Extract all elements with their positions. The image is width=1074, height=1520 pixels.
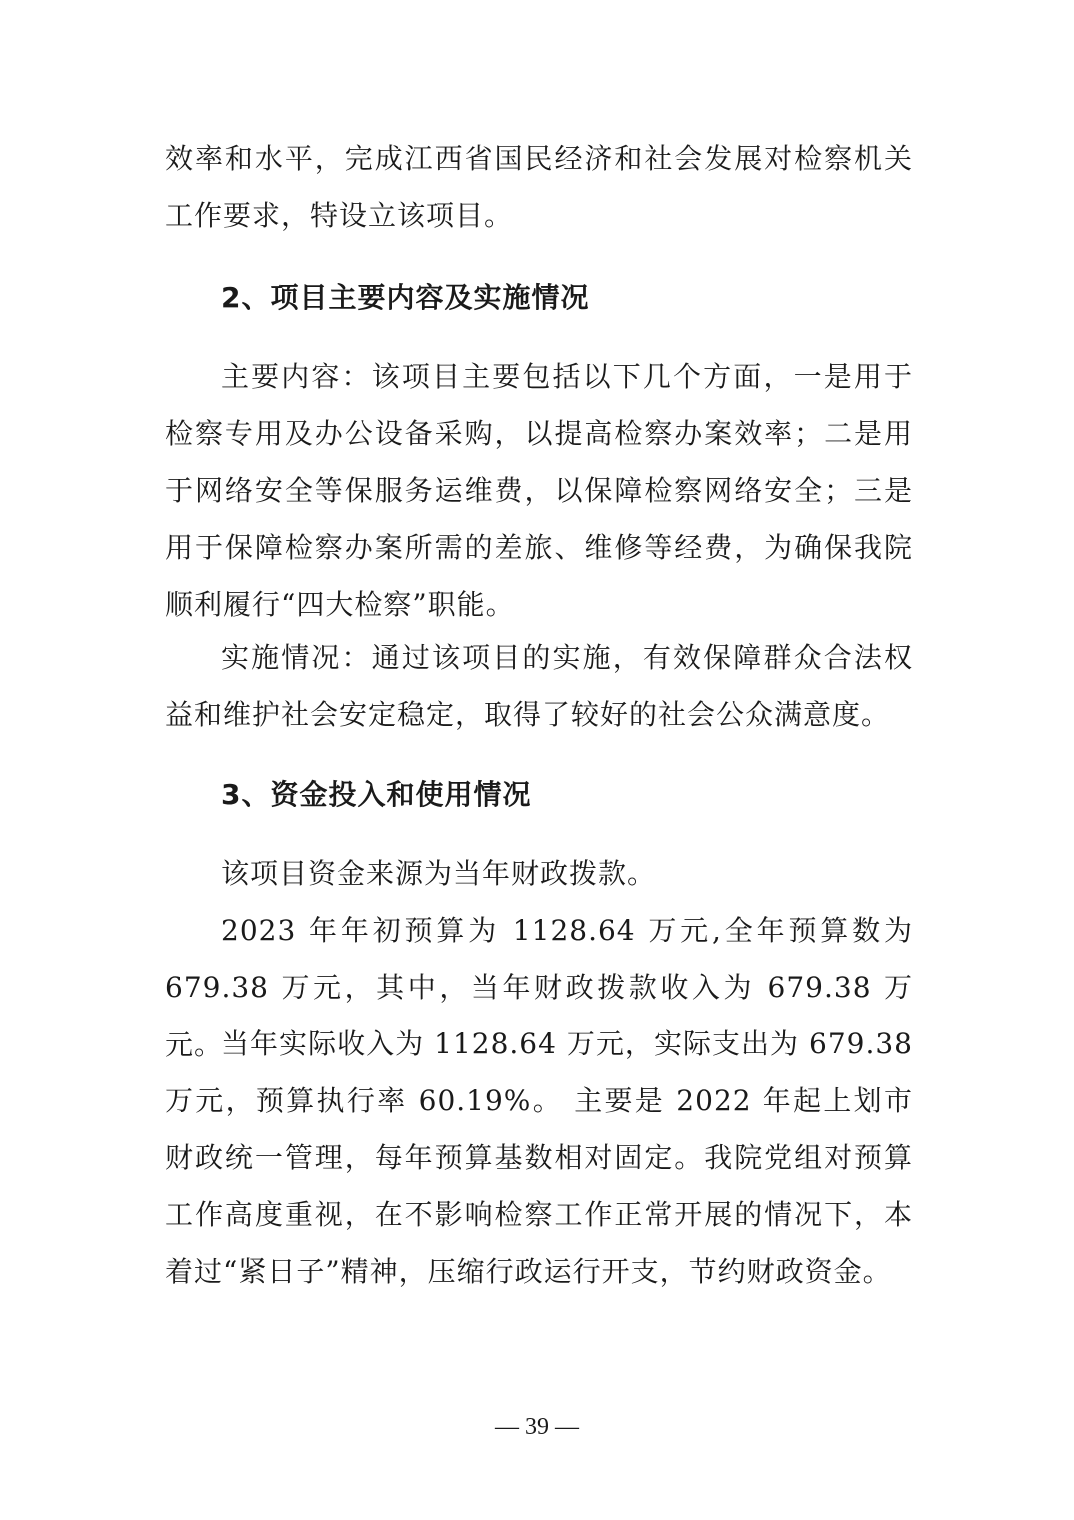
fund-source-paragraph: 该项目资金来源为当年财政拨款。: [221, 857, 657, 890]
section-2-heading: 2、项目主要内容及实施情况: [221, 281, 590, 314]
execution-paragraph: 当年实际收入为 1128.64 万元，实际支出为 679.38 万元，预算执行率 60.19%。 主要是 2022 年起上划市财政统一管理，每年预算基数相对固定。我院党组对预算工作高度重视，在不影响检察工作正常开展的情况下，本着过“紧日子”精神，压缩行政运行开支，节约财政资金。: [165, 1027, 913, 1288]
intro-continuation-paragraph: 效率和水平，完成江西省国民经济和社会发展对检察机关工作要求，特设立该项目。: [165, 142, 913, 232]
implementation-paragraph: 实施情况：通过该项目的实施，有效保障群众合法权益和维护社会安定稳定，取得了较好的社会公众满意度。: [165, 641, 913, 731]
budget-paragraph: 2023 年年初预算为 1128.64 万元,全年预算数为 679.38 万元，其中，当年财政拨款收入为 679.38 万元。: [165, 914, 913, 1061]
page-number: — 39 —: [495, 1414, 579, 1440]
main-content-paragraph: 主要内容：该项目主要包括以下几个方面，一是用于检察专用及办公设备采购，以提高检察办案效率；二是用于网络安全等保服务运维费，以保障检察网络安全；三是用于保障检察办案所需的差旅、维修等经费，为确保我院顺利履行“四大检察”职能。: [165, 360, 913, 621]
section-3-heading: 3、资金投入和使用情况: [221, 778, 532, 811]
